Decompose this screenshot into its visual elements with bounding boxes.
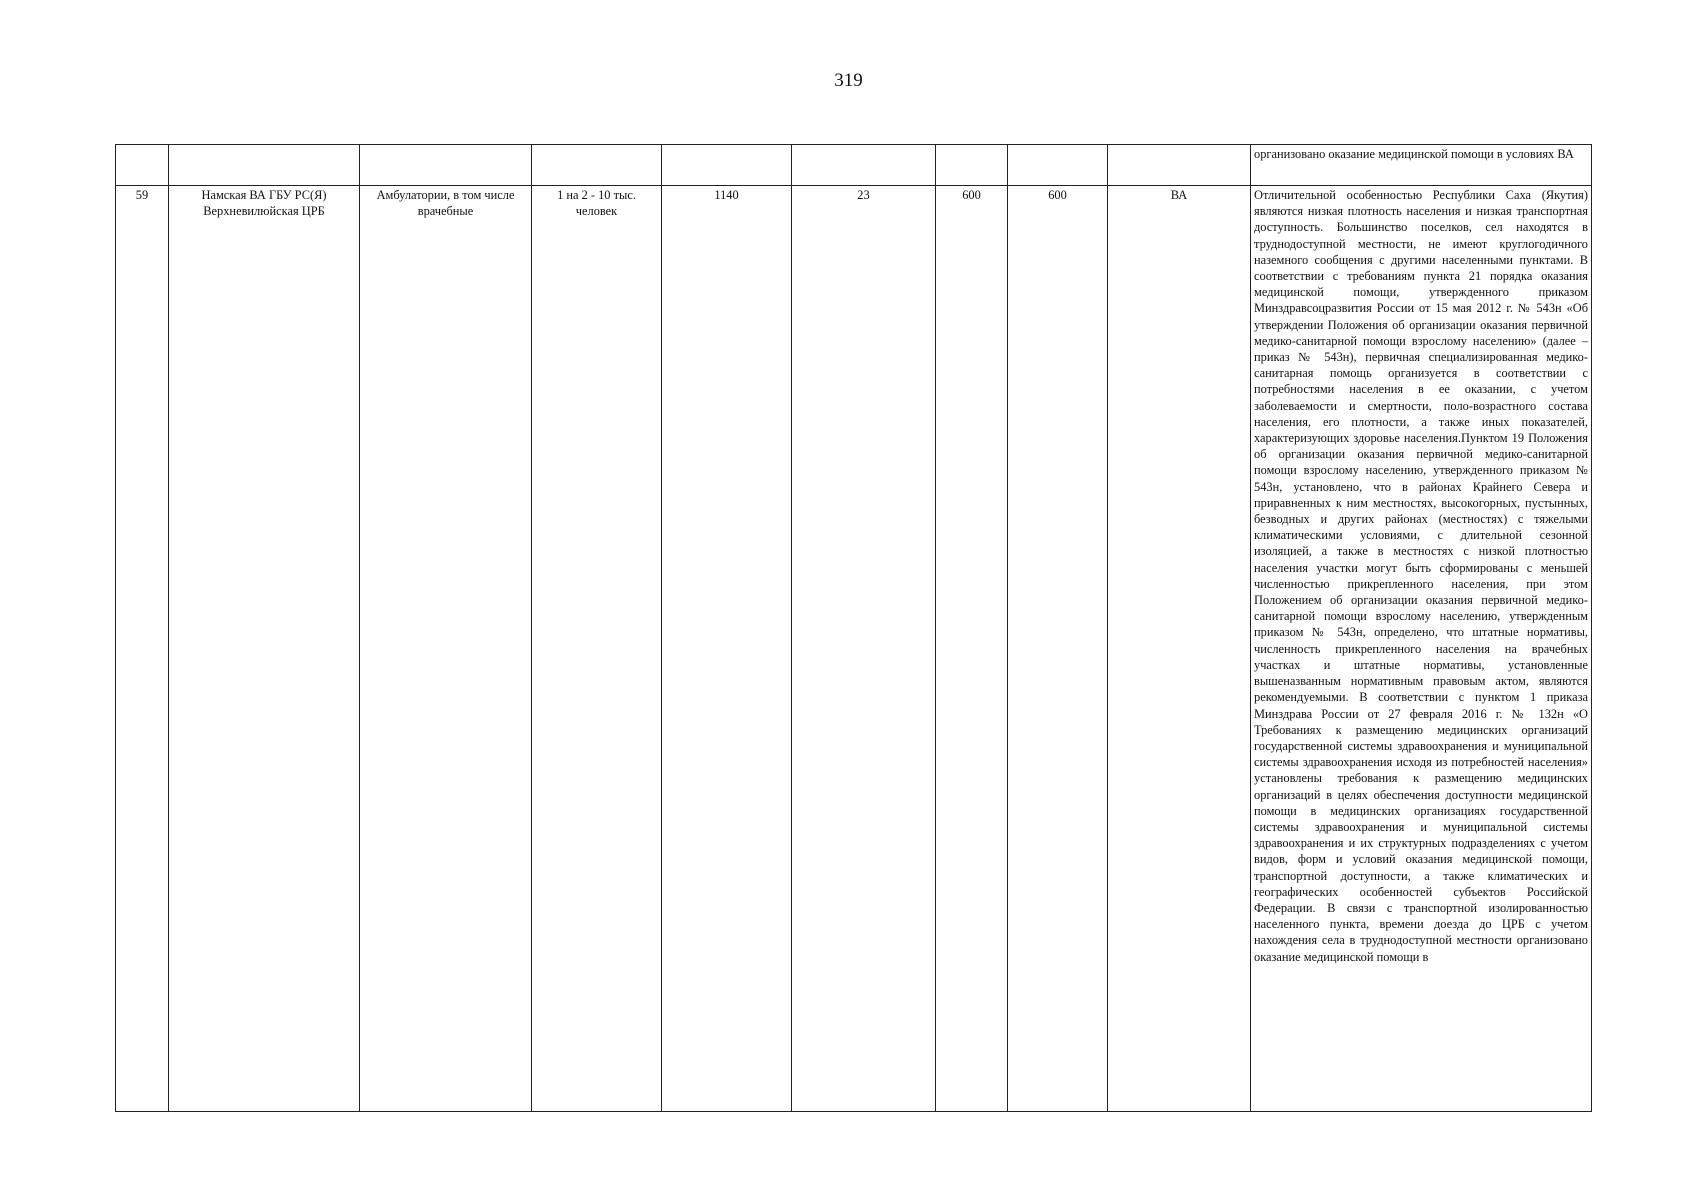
page-number: 319 (834, 70, 863, 91)
cell-justification (1251, 186, 1592, 1112)
cell-name (169, 145, 360, 186)
cell-norm (532, 145, 662, 186)
cell-distance: 23 (792, 186, 936, 1112)
justification-text: Отличительной особенностью Республики Саха (Якутия) являются низкая плотность населения и низкая транспортная доступность. Большинство поселков, сел находятся в труднодоступной местности, не имеют круглогодичного наземного сообщения с другими населенными пунктами. В соответствии с требованиям пункта 21 порядка оказания медицинской помощи, утвержденного приказом Минздравсоцразвития России от 15 мая 2012 г. № 543н «Об утверждении Положения об организации оказания первичной медико-санитарной помощи взрослому населению» (далее – приказ № 543н), первичная специализированная медико-санитарная помощь организуется в соответствии с потребностями населения в ее оказании, с учетом заболеваемости и смертности, поло-возрастного состава населения, его плотности, а также иных показателей, характеризующих здоровье населения.Пунктом 19 Положения об организации оказания первичной медико-санитарной помощи взрослому населению, утвержденного приказом № 543н, установлено, что в районах Крайнего Севера и приравненных к ним местностях, высокогорных, пустынных, безводных и других районах (местностях) с тяжелыми климатическими условиями, с длительной сезонной изоляцией, а также в местностях с низкой плотностью населения участки могут быть сформированы с меньшей численностью прикрепленного населения, при этом Положением об организации оказания первичной медико-санитарной помощи взрослому населению, утвержденным приказом № 543н, определено, что штатные нормативы, численность прикрепленного населения на врачебных участках и штатные нормативы, установленные вышеназванным нормативным правовым актом, являются рекомендуемыми. В соответствии с пунктом 1 приказа Минздрава России от 27 февраля 2016 г. № 132н «О Требованиях к размещению медицинских организаций государственной системы здравоохранения и муниципальной системы здравоохранения исходя из потребностей населения» установлены требования к размещению медицинских организаций в целях обеспечения доступности медицинской помощи в медицинских организациях государственной системы здравоохранения и муниципальной системы здравоохранения и их структурных подразделениях с учетом видов, форм и условий оказания медицинской помощи, транспортной доступности, а также климатических и географических особенностей субъектов Российской Федерации. В связи с транспортной изолированностью населенного пункта, времени доезда до ЦРБ с учетом нахождения села в труднодоступной местности организовано оказание медицинской помощи в (1254, 188, 1588, 964)
cell-population (662, 145, 792, 186)
cell-population: 1140 (662, 186, 792, 1112)
cell-name: Намская ВА ГБУ РС(Я) Верхневилюйская ЦРБ (169, 186, 360, 1112)
cell-num (116, 145, 169, 186)
cell-norm: 1 на 2 - 10 тыс. человек (532, 186, 662, 1112)
cell-col6: 600 (936, 186, 1008, 1112)
cell-col7 (1008, 145, 1108, 186)
cell-justification: организовано оказание медицинской помощи в условиях ВА (1251, 145, 1592, 186)
cell-col6 (936, 145, 1008, 186)
cell-num: 59 (116, 186, 169, 1112)
cell-type: Амбулатории, в том числе врачебные (360, 186, 532, 1112)
cell-form: ВА (1108, 186, 1251, 1112)
table-row-59 (116, 186, 1592, 1112)
cell-col7: 600 (1008, 186, 1108, 1112)
cell-form (1108, 145, 1251, 186)
table-row-continuation (116, 145, 1592, 186)
cell-type (360, 145, 532, 186)
medical-facilities-table (115, 144, 1592, 1112)
cell-distance (792, 145, 936, 186)
